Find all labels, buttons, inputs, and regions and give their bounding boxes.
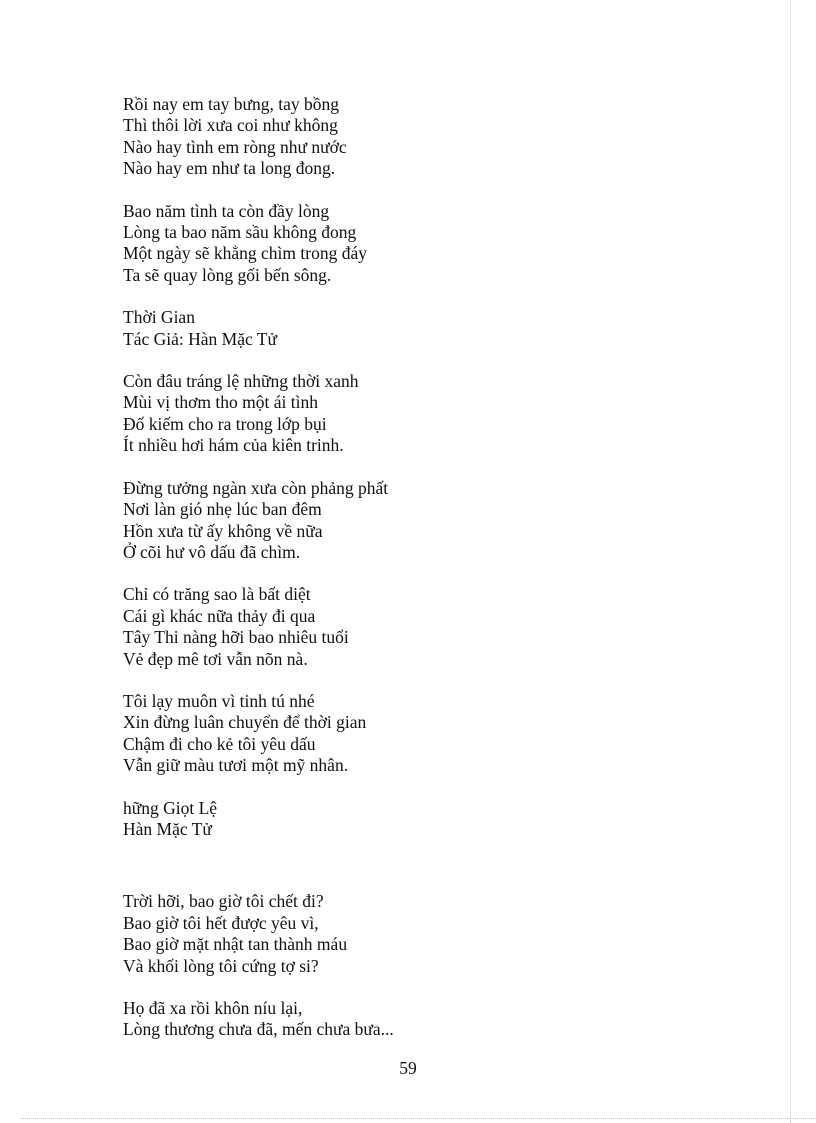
stanza [123,584,723,670]
poem-line: Nào hay tình em ròng như nước [123,136,347,157]
page-edge-right [790,0,816,1123]
poem-line: Bao giờ mặt nhật tan thành máu [123,934,348,955]
poem-line: Trời hỡi, bao giờ tôi chết đi? [123,891,324,912]
poem-line: Một ngày sẽ khẳng chìm trong đáy [123,243,367,264]
poem-body [123,94,723,1062]
poem-line: Lòng thương chưa đã, mến chưa bưa... [123,1019,394,1040]
poem-line: Mùi vị thơm tho một ái tình [123,392,318,413]
stanza [123,478,723,564]
poem-line: Nơi làn gió nhẹ lúc ban đêm [123,499,322,520]
spacer [123,861,723,891]
poem-line: Thì thôi lời xưa coi như không [123,115,338,136]
stanza [123,691,723,777]
poem-line: Còn đâu tráng lệ những thời xanh [123,371,359,392]
stanza [123,201,723,287]
poem-line: Nào hay em như ta long đong. [123,158,336,179]
poem-line: Tây Thi nàng hỡi bao nhiêu tuổi [123,627,349,648]
poem-line: Bao giờ tôi hết được yêu vì, [123,912,319,933]
stanza [123,371,723,457]
stanza [123,891,723,977]
poem-line: Và khối lòng tôi cứng tợ si? [123,955,319,976]
poem-heading [123,307,723,350]
poem-line: Rồi nay em tay bưng, tay bồng [123,94,340,114]
stanza [123,94,723,180]
poem-line: Chậm đi cho kẻ tôi yêu dấu [123,733,316,754]
poem-line: Đừng tưởng ngàn xưa còn phảng phất [123,477,389,498]
poem-line: Ở cõi hư vô dấu đã chìm. [123,541,301,562]
poem-line: Vẻ đẹp mê tơi vẫn nõn nà. [123,648,308,669]
poem-line: Lòng ta bao năm sầu không đong [123,222,357,243]
poem-line: Ta sẽ quay lòng gối bến sông. [123,264,332,285]
poem-title: Thời Gian [123,307,195,328]
poem-author: Tác Giả: Hàn Mặc Tử [123,328,277,349]
page-edge-bottom [20,1118,816,1123]
poem-line: Hồn xưa từ ấy không về nữa [123,520,323,541]
poem-line: Bao năm tình ta còn đầy lòng [123,200,330,221]
poem-line: Chỉ có trăng sao là bất diệt [123,584,311,605]
page-number: 59 [399,1058,417,1078]
poem-heading [123,798,723,841]
poem-line: Họ đã xa rồi khôn níu lại, [123,998,303,1018]
poem-author: Hàn Mặc Tử [123,818,212,839]
poem-line: Cái gì khác nữa thảy đi qua [123,605,316,626]
poem-line: Vẫn giữ màu tươi một mỹ nhân. [123,755,349,776]
poem-title: hững Giọt Lệ [123,797,218,818]
stanza [123,998,723,1041]
poem-line: Đố kiếm cho ra trong lớp bụi [123,413,327,434]
poem-line: Ít nhiều hơi hám của kiên trinh. [123,435,344,456]
poem-line: Tôi lạy muôn vì tinh tú nhé [123,690,315,711]
poem-line: Xin đừng luân chuyển để thời gian [123,712,367,733]
